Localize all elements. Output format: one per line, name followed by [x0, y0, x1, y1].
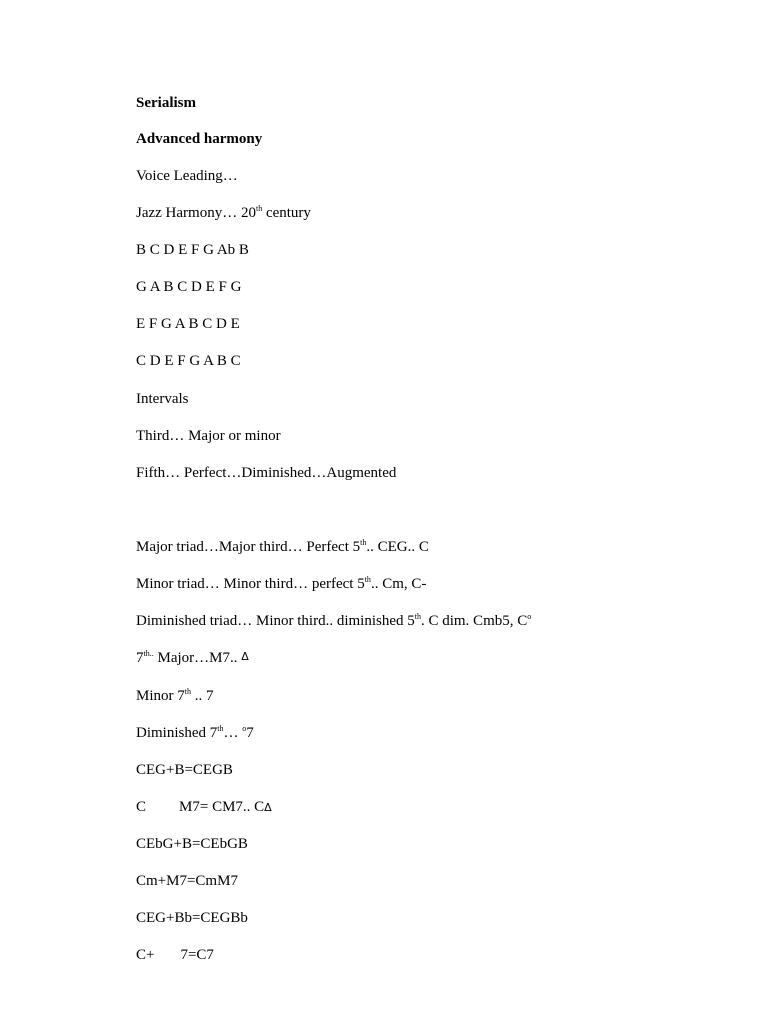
text-major-triad-a: Major triad…Major third… Perfect 5 [136, 539, 361, 555]
superscript-th: th.. [143, 649, 154, 658]
text-seventh-major-b: Major…M7.. [153, 650, 242, 666]
superscript-o: o [527, 612, 532, 621]
superscript-th: th [255, 204, 263, 213]
delta-triangle-icon: Δ [241, 650, 249, 663]
text-seventh-major [136, 649, 249, 667]
text-minor-seventh-a: Minor 7 [136, 688, 185, 704]
text-ceg-bb: CEG+Bb=CEGBb [136, 910, 248, 926]
superscript-th: th [360, 538, 367, 547]
text-minor-triad-b: .. Cm, C- [370, 576, 427, 592]
superscript-th: th [217, 724, 224, 733]
text-cplus-7-a: C+ [136, 947, 155, 963]
text-minor-triad-a: Minor triad… Minor third… perfect 5 [136, 576, 365, 592]
text-diminished-seventh-a: Diminished 7 [136, 725, 218, 741]
text-jazz-harmony [136, 204, 311, 222]
text-scale-b: B C D E F G Ab B [136, 242, 249, 258]
text-cm-m7: Cm+M7=CmM7 [136, 873, 238, 889]
text-major-triad [136, 538, 429, 556]
text-fifth: Fifth… Perfect…Diminished…Augmented [136, 465, 397, 481]
text-diminished-seventh [136, 724, 254, 742]
superscript-th: th [184, 687, 191, 696]
text-c-m7-b: M7= CM7.. C [179, 799, 265, 815]
text-cebg-b: CEbG+B=CEbGB [136, 836, 248, 852]
text-major-triad-b: .. CEG.. C [366, 539, 429, 555]
delta-triangle-icon: Δ [264, 801, 272, 814]
heading-advanced-harmony: Advanced harmony [136, 131, 263, 147]
text-minor-seventh-b: .. 7 [190, 688, 214, 704]
text-seventh-major-a: 7 [136, 650, 144, 666]
text-diminished-seventh-b: … [223, 725, 243, 741]
text-c-m7 [136, 798, 272, 816]
text-scale-c: C D E F G A B C [136, 353, 241, 369]
text-scale-e: E F G A B C D E [136, 316, 240, 332]
text-third: Third… Major or minor [136, 428, 281, 444]
title-serialism: Serialism [136, 95, 196, 111]
text-jazz-harmony-b: century [262, 205, 311, 221]
superscript-th: th [364, 575, 371, 584]
text-intervals: Intervals [136, 391, 189, 407]
text-diminished-seventh-c: 7 [246, 725, 254, 741]
text-c-m7-a: C [136, 799, 147, 815]
text-minor-seventh [136, 687, 213, 705]
text-ceg-b: CEG+B=CEGB [136, 762, 233, 778]
text-voice-leading: Voice Leading… [136, 168, 238, 184]
text-diminished-triad-b: . C dim. Cmb5, C [420, 613, 528, 629]
text-cplus-7 [136, 946, 214, 964]
text-minor-triad [136, 575, 426, 593]
text-scale-g: G A B C D E F G [136, 279, 242, 295]
superscript-th: th [414, 612, 421, 621]
text-jazz-harmony-a: Jazz Harmony… 20 [136, 205, 256, 221]
superscript-o: o [242, 724, 247, 733]
text-cplus-7-b: 7=C7 [180, 947, 214, 963]
text-diminished-triad-a: Diminished triad… Minor third.. diminished 5 [136, 613, 415, 629]
text-diminished-triad [136, 612, 531, 630]
